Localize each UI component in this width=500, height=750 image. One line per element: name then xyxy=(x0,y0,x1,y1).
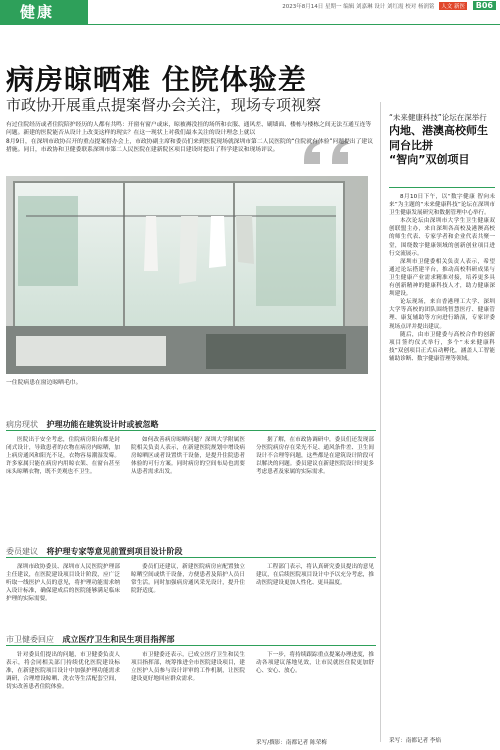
sidebar-body xyxy=(389,193,495,363)
headline: 病房晾晒难 住院体验差 xyxy=(6,63,307,96)
subheadline: 市政协开展重点提案督办会关注，现场专项视察 xyxy=(6,96,322,114)
sidebar-title-line: “智向”双创项目 xyxy=(389,153,470,166)
section-2-column xyxy=(6,563,120,603)
sidebar-rule xyxy=(389,187,495,188)
body-paragraph: 医院出于安全考虑，住院病房阳台都是封闭式设计，导致患者的衣物在病房内晾晒，加上病房通风和阳光不足，衣物容易潮湿发霉。许多家属只能在病房内用晾衣架、在窗台甚至床头晾晒衣物，既不美观也不卫生。 xyxy=(6,437,120,476)
section-3-column xyxy=(256,651,374,675)
sidebar-byline: 采写：南都记者 李焰 xyxy=(389,738,442,744)
lead-paragraphs xyxy=(6,121,376,155)
page-number: B06 xyxy=(473,1,496,10)
section-2-column xyxy=(131,563,245,595)
section-label: 市卫健委回应 xyxy=(6,635,54,644)
section-rule xyxy=(6,557,376,558)
sidebar-paragraph: 论坛现场，来自香港理工大学、深圳大学等高校的团队围绕智慧医疗、健康管理、康复辅助等方向进行路演，专家评委现场点评并提出建议。 xyxy=(389,299,495,330)
section-3-column xyxy=(6,651,120,691)
sidebar-kicker: “未来健康科技”论坛在深举行 xyxy=(389,113,487,122)
sidebar-paragraph: 8月10日下午，以“数字健康 智向未来”为主题的“未来健康科技”论坛在深圳市卫生健康发展研究和数据管理中心举行。 xyxy=(389,194,495,217)
sidebar-paragraph: 深圳市卫健委相关负责人表示，希望通过论坛搭建平台，推动高校科研成果与卫生健康产业需求精准对接，培养更多具有创新精神的健康科技人才，助力健康深圳建设。 xyxy=(389,258,495,298)
lead-paragraph: 8月9日，在深圳市政协召开的重点提案督办会上，市政协副主席和委员们来到医院现场就深圳市第二人民医院的“住院就有体验”问题提出了建议措施。同日，市政协和卫健委联系深圳市第二人民医院在建新院区项目建设时提出了科学建议和现场评议。 xyxy=(6,138,373,154)
body-paragraph: 如何改善病房晾晒问题？深圳大学附属医院相关负责人表示，在新建医院规划中增设病房晾晒区或者设置烘干设备，是提升住院患者体验的可行方案。同时病房的空间布局也需要从患者需求出发。 xyxy=(131,437,245,476)
masthead-tag: 人文 新医 xyxy=(441,4,466,10)
section-1-column xyxy=(131,436,245,476)
body-paragraph: 据了解，在市政协调研中，委员们还发现部分医院病房存在采光不足、通风条件差、卫生间设计不合理等问题，这些都是在建筑设计阶段可以解决的问题。委员建议在新建医院设计时更多考虑患者及家属的实际需求。 xyxy=(256,437,374,476)
body-paragraph: 市卫健委还表示，已成立医疗卫生和民生项目指挥部，统筹推进全市医院建设项目，建立医护人员参与设计评审的工作机制，让医院建设更好地回应群众需求。 xyxy=(131,652,245,683)
body-paragraph: 下一步，将持续跟踪重点提案办理进度，推动各项建议落地见效，让市民就医住院更加舒心、安心、放心。 xyxy=(256,652,374,675)
section-rule xyxy=(6,645,376,646)
hospital-ward-photo xyxy=(6,176,368,374)
lead-paragraph: 有过住院经历或者住院陪护经历的人都有共鸣：开窗有窗户或床，晾被褥没挂的场所和衣服、通风差、刷墙面、楼栋与楼栋之间无法互通互连等问题。新建的医院能否从设计上改变这样的现实？在这一现状上对我们最本关注的设计理念上就以 xyxy=(6,122,372,137)
section-1-column xyxy=(6,436,120,476)
sidebar-paragraph: 本次论坛由深圳市大学生卫生健康双创联盟主办，来自深圳各高校及港澳高校的师生代表、专家学者和企业代表共聚一堂，围绕数字健康领域的创新创业项目进行交流展示。 xyxy=(389,218,495,257)
body-paragraph: 委员们还建议，新建医院病房应配置独立晾晒空间或烘干设备，方便患者及陪护人员日常生活。同时加强病房通风采光设计，提升住院舒适度。 xyxy=(131,564,245,595)
section-title: 护理功能在建筑设计时或被忽略 xyxy=(46,420,159,429)
section-header-3 xyxy=(6,634,175,645)
section-2-column xyxy=(256,563,374,587)
section-label: 病房现状 xyxy=(6,420,38,429)
section-name: 健康 xyxy=(20,3,55,21)
section-label: 委员建议 xyxy=(6,547,38,556)
photo-caption: 一住院病患在窗边晾晒毛巾。 xyxy=(6,380,82,386)
masthead-text: 2023年8月14日 星期一 编辑 刘嘉琳 设计 刘红霞 校对 杨润铭 xyxy=(282,4,435,10)
section-rule xyxy=(6,430,376,431)
sidebar-paragraph: 随后，由市卫健委与高校合作的创新项目签约仪式举行，多个“未来健康科技”双创项目正式启动孵化，涵盖人工智能辅助诊断、数字健康管理等领域。 xyxy=(389,331,495,362)
body-paragraph: 针对委员们提出的问题，市卫健委负责人表示，将会同相关部门持续优化医院建设标准，在新建医院项目设计中加强护理功能需求调研，合理增设晾晒、洗衣等生活配套空间，切实改善患者住院体验。 xyxy=(6,652,120,691)
section-header-2 xyxy=(6,546,183,557)
section-header-1 xyxy=(6,419,159,430)
section-3-byline: 采写/撰影：南都记者 陈荣梅 xyxy=(256,740,327,746)
column-divider xyxy=(380,102,381,742)
section-title: 将护理专家等意见前置到项目设计阶段 xyxy=(46,547,183,556)
sidebar-title-line: 同台比拼 xyxy=(389,138,433,152)
header-rule xyxy=(0,24,500,25)
masthead xyxy=(250,1,496,13)
sidebar-title-line: 内地、港澳高校师生 xyxy=(389,124,488,137)
section-tab xyxy=(0,0,88,24)
body-paragraph: 深圳市政协委员、深圳市人民医院护理部主任建议，在医院建设项目设计阶段，应广泛听取一线医护人员的意见，将护理功能需求纳入设计标准，确保建成后的医院能够满足临床护理的实际需要。 xyxy=(6,564,120,603)
section-1-column xyxy=(256,436,374,476)
section-3-column xyxy=(131,651,245,683)
section-title: 成立医疗卫生和民生项目指挥部 xyxy=(62,635,175,644)
sidebar-title xyxy=(389,124,499,168)
body-paragraph: 工程部门表示，将认真研究委员提出的意见建议，在后续医院项目设计中予以充分考虑，推动医院建设更加人性化、更具温度。 xyxy=(256,564,374,587)
